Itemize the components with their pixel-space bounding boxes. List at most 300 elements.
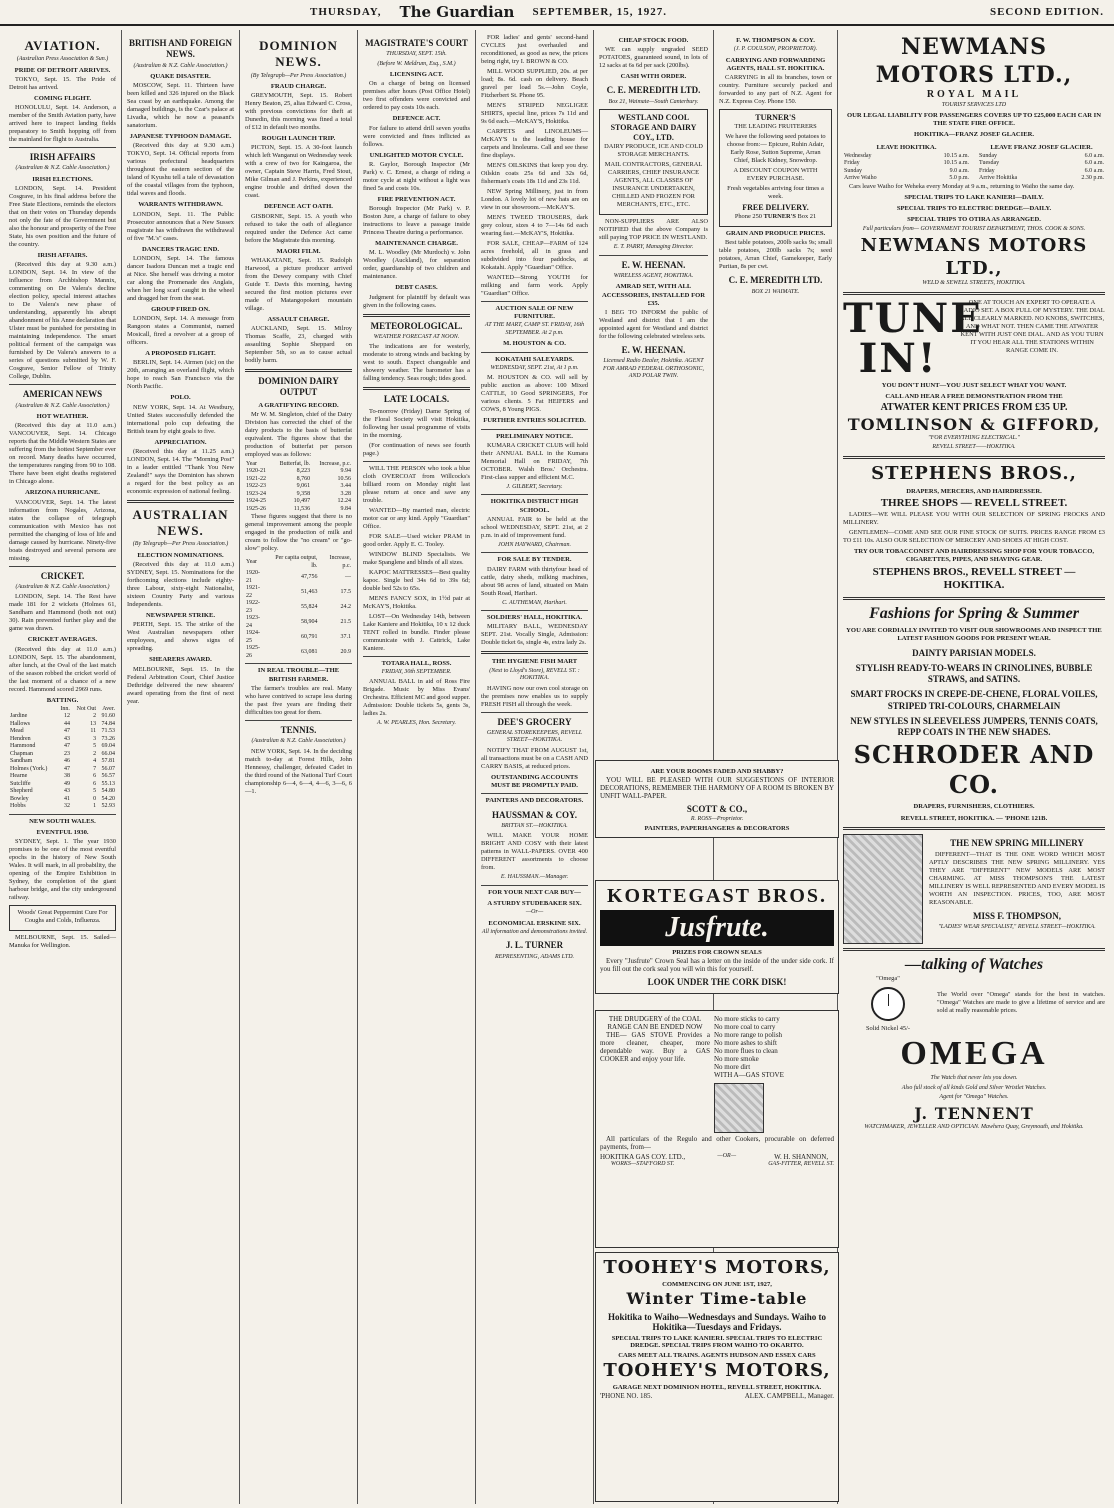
table-cell: 74.84 bbox=[101, 720, 115, 727]
times-right-table bbox=[978, 153, 1105, 183]
mag-p3: R. Gaylor, Borough Inspector (Mr Park) v. C. Ernest, a charge of riding a motor cycle at night without a light was fined 5s and costs 10s. bbox=[363, 160, 470, 192]
haussman-h: HAUSSMAN & COY. bbox=[492, 809, 577, 820]
bf-p8: (Received this day at 11.25 a.m.) LONDON, Sept. 14. The "Morning Post" in a leader entitled "Thank You New Zealand!" says the Dominion has shown a regard for the best policy as an economic expression of national feeling. bbox=[127, 447, 234, 495]
dairy-t2-body bbox=[245, 570, 352, 660]
ladies: LADIES—WE WILL PLEASE YOU WITH OUR SELECTION OF SPRING FROCKS AND MILLINERY. bbox=[843, 511, 1105, 527]
toohey-ad bbox=[595, 1252, 839, 1502]
wanted-p: WANTED—By married man, electric motor car or any kind. Apply "Guardian" Office. bbox=[363, 506, 470, 530]
dairy-p2: These figures suggest that there is no general improvement among the people engaged in the production of milk and cream to follow the "no cream" or "go-slow" policy. bbox=[245, 513, 352, 553]
thompson-p2: CARRYING in all its branches, town or country. Furniture securely packed and forwarded to any part of N.Z. Agent for N.Z. Express Coy. Phone 150. bbox=[719, 74, 832, 106]
stock-h: CHEAP STOCK FOOD. bbox=[618, 37, 689, 44]
stephens2: STEPHENS BROS., REVELL STREET — HOKITIKA. bbox=[872, 565, 1076, 592]
stock-p2: CASH WITH ORDER. bbox=[620, 73, 687, 81]
bf-p6: BERLIN, Sept. 14. Airmen (sic) on the 20th, arranging an overland flight, which hope to reach San Francisco via the North Pacific. bbox=[127, 359, 234, 391]
batting-label: BATTING. bbox=[46, 696, 79, 704]
table-cell: Sunday bbox=[844, 167, 862, 174]
table-cell: 41 bbox=[63, 795, 70, 802]
dairy-t1-head-cell: Butterfat, lb. bbox=[279, 460, 311, 467]
table-cell: 17.5 bbox=[340, 589, 351, 596]
bf-h6: A PROPOSED FLIGHT. bbox=[145, 350, 216, 358]
batting-header-cell: Inn. bbox=[60, 705, 70, 712]
table-cell: 55.13 bbox=[101, 780, 115, 787]
divider bbox=[481, 301, 588, 302]
ad-shirts: MEN'S STRIPED NEGLIGEE SHIRTS, special line, prices 7s 11d and 9s 6d each.—McKAY'S, Hokitika. bbox=[481, 102, 588, 125]
table-cell: 73.26 bbox=[101, 735, 115, 742]
timetable-right bbox=[978, 141, 1105, 183]
aviation-p1: TOKYO, Sept. 15. The Pride of Detroit has arrived. bbox=[9, 75, 116, 91]
table-cell: Holmes (York.) bbox=[10, 765, 48, 772]
table-cell: Friday bbox=[844, 160, 860, 167]
dairy-t1-head-cell: Increase, p.c. bbox=[319, 460, 351, 467]
table-cell: 21.5 bbox=[340, 619, 351, 626]
westland-ad bbox=[599, 109, 708, 215]
table-cell: 9,061 bbox=[296, 483, 311, 490]
tourist-services: TOURIST SERVICES LTD bbox=[941, 101, 1007, 108]
cork-h: LOOK UNDER THE CORK DISK! bbox=[647, 977, 787, 987]
totara-h: TOTARA HALL, ROSS. bbox=[381, 659, 452, 667]
mag-p6: Judgment for plaintiff by default was given in the following cases. bbox=[363, 293, 470, 309]
dees-sub: GENERAL STOREKEEPERS, REVELL STREET—HOKITIKA. bbox=[486, 729, 583, 744]
column-2 bbox=[122, 30, 240, 1504]
table-cell: Arrive Waiho bbox=[844, 175, 877, 182]
mag-h4: FIRE PREVENTION ACT. bbox=[377, 195, 456, 203]
turners-sub: THE LEADING FRUITERERS bbox=[734, 123, 817, 131]
table-row bbox=[843, 160, 970, 168]
table-row bbox=[843, 153, 970, 161]
table-cell: 1924-25 bbox=[246, 498, 266, 505]
divider bbox=[245, 369, 352, 372]
dom-h2: ROUGH LAUNCH TRIP. bbox=[261, 135, 336, 143]
tobacco: TRY OUR TOBACCONIST AND HAIRDRESSING SHOP FOR YOUR TOBACCO, CIGARETTES, PIPES, AND SHAVING GEAR. bbox=[854, 548, 1094, 564]
table-cell: 5.0 p.m. bbox=[949, 175, 969, 182]
aviation-h1: PRIDE OF DETROIT ARRIVES. bbox=[14, 66, 111, 74]
batting-table bbox=[9, 706, 116, 811]
mens-sox-p: MEN'S FANCY SOX, in 1½d pair at McKAY'S, Hokitika. bbox=[363, 594, 470, 610]
toohey-specials: SPECIAL TRIPS TO LAKE KANIERI. SPECIAL TRIPS TO ELECTRIC DREDGE. SPECIAL TRIPS FROM WAIHO TO OKARITO. bbox=[611, 1335, 823, 1349]
masthead-date: SEPTEMBER, 15, 1927. bbox=[532, 6, 668, 18]
dom-p1: GREYMOUTH, Sept. 15. Robert Henry Beaton, 25, alias Edward C. Cross, with previous convictions for theft at Dunedin, this morning was fined a total of £12 in default two months. bbox=[245, 92, 352, 132]
batting-body bbox=[9, 713, 116, 811]
cars-meet: CARS MEET ALL TRAINS. AGENTS HUDSON AND ESSEX CARS bbox=[618, 1352, 816, 1359]
turners-p: We have the following seed potatoes to choose from:— Epicure, Ruhin Adair, Early Rose, Sutton Supreme, Arran Chief, Black Kidney, Snowdrop. bbox=[725, 133, 826, 165]
dairy-t1-header bbox=[245, 461, 352, 469]
sale-p: FOR SALE—Used wicker PRAM in good order. Apply E. C. Tooley. bbox=[363, 532, 470, 548]
turners-free: FREE DELIVERY. bbox=[742, 203, 809, 213]
bf-h5: GROUP FIRED ON. bbox=[151, 305, 210, 313]
table-cell: 56.57 bbox=[101, 773, 115, 780]
table-row bbox=[245, 570, 352, 585]
dairy-t2-head-cell: Per capita output, lb. bbox=[275, 555, 318, 569]
toohey-mgr: ALEX. CAMPBELL, Manager. bbox=[744, 1392, 834, 1400]
haussman-sub: BRITTAN ST.—HOKITIKA. bbox=[501, 822, 568, 829]
tomlinson: TOMLINSON & GIFFORD, bbox=[847, 414, 1101, 434]
table-cell: 71.53 bbox=[101, 728, 115, 735]
dees-p2: OUTSTANDING ACCOUNTS MUST BE PROMPTLY PAID. bbox=[491, 773, 578, 790]
newstyles: NEW STYLES IN SLEEVELESS JUMPERS, TENNIS COATS, REPP COATS IN THE NEW SHADES. bbox=[850, 715, 1098, 738]
gas-with: WITH A—GAS STOVE bbox=[714, 1071, 784, 1079]
heenan2-sub: Licensed Radio Dealer, Hokitika. AGENT FOR AMRAD FEDERAL ORTHOSONIC, AND POLAR TWIN. bbox=[602, 358, 705, 380]
met-p: The indications are for westerly, moderate to strong winds and backing by west to south. Expect changeable and showery weather. The barometer has a falling tendency. Seas rough; tides good. bbox=[363, 343, 470, 383]
jusfrute-logo: Jusfrute. bbox=[600, 910, 834, 946]
table-cell: 1920-21 bbox=[246, 468, 266, 475]
table-cell: 2.30 p.m. bbox=[1081, 175, 1104, 182]
mag-p4: Borough Inspector (Mr Park) v. P. Boston Jure, a charge of failure to obey instructions to leave a passage inside Princess Theatre during a performance. bbox=[363, 205, 470, 237]
dom-p2: PICTON, Sept. 15. A 30-foot launch which left Wanganui on Wednesday week with a crew of two for Kaingaroa, the owner, Captain Steve Harris, Fred Stout, Mike Gilman and J. Perkins, experienced engine trouble and drifted down the coast. bbox=[245, 144, 352, 200]
met-sub: WEATHER FORECAST AT NOON. bbox=[373, 333, 460, 340]
bf-h3: WARRANTS WITHDRAWN. bbox=[138, 201, 223, 209]
dairy-h1: A GRATIFYING RECORD. bbox=[258, 401, 339, 409]
miss-thompson-h: MISS F. THOMPSON, bbox=[972, 911, 1062, 921]
table-cell: 12.24 bbox=[337, 498, 351, 505]
table-row bbox=[245, 498, 352, 506]
heenan2-h: E. W. HEENAN. bbox=[621, 345, 686, 356]
table-cell: 1922-23 bbox=[246, 483, 266, 490]
irish-h2: IRISH AFFAIRS. bbox=[37, 252, 88, 260]
table-cell: 9.84 bbox=[340, 505, 351, 512]
aus-title: AUSTRALIAN NEWS. bbox=[132, 506, 229, 539]
school-p: ANNUAL FAIR to be held at the school WEDNESDAY, SEPT. 21st, at 2 p.m. in aid of improvement fund. bbox=[481, 515, 588, 539]
melbourne-p: MELBOURNE, Sept. 15. Sailed—Manuka for Wellington. bbox=[9, 934, 116, 950]
thompson-p: CARRYING AND FORWARDING AGENTS, HALL ST. HOKITIKA. bbox=[725, 56, 826, 72]
divider bbox=[843, 597, 1105, 600]
column-1 bbox=[4, 30, 122, 1504]
irish-p1: LONDON, Sept. 14. President Cosgrave, in his final address before the Free State Elections, reminds the electors that on their votes on Thursday depends not only the fate of the Government but also the honour and prosperity of the Free State, his own position and the future of the country. bbox=[9, 185, 117, 249]
timetable bbox=[843, 141, 1105, 183]
westland-list: MAIL CONTRACTORS, GENERAL CARRIERS, CHIEF INSURANCE AGENTS, ALL CLASSES OF INSURANCE UNDERTAKEN, CHILLED AND FROZEN FOR MERCHANTS, ETC., ETC. bbox=[604, 161, 703, 209]
shannon-p: All particulars of the Regulo and other Cookers, procurable on deferred payments, from— bbox=[600, 1135, 834, 1151]
mag-p5: M. L. Woodley (Mr Murdoch) v. John Woodley (Auckland), for separation order, guardianship of two children and maintenance. bbox=[363, 249, 470, 281]
table-cell: 12 bbox=[63, 713, 70, 720]
dairy-title: DOMINION DAIRY OUTPUT bbox=[258, 376, 339, 398]
or-label: —Or— bbox=[525, 909, 544, 916]
american-p1: (Received this day at 11.0 a.m.) VANCOUVER, Sept. 14. Chicago reports that the Middle Western States are suffering from the hottest September ever on record. Many deaths have occurred, the temperatures ranging from 90 to 108. There have been eight deaths registered in Chicago alone. bbox=[9, 422, 116, 486]
batting-header-cell: Aver. bbox=[102, 705, 115, 712]
divider bbox=[843, 456, 1105, 459]
table-row bbox=[843, 175, 970, 183]
dees-h: DEE'S GROCERY bbox=[497, 716, 572, 727]
table-cell: Bowley bbox=[10, 795, 29, 802]
school-h: HOKITIKA DISTRICT HIGH SCHOOL. bbox=[490, 498, 579, 514]
gas-left-text: THE— GAS STOVE Provides a more cleaner, cheaper, more dependable way. Buy a GAS COOKER and enjoy your life. bbox=[600, 1031, 710, 1063]
bf-h1: QUAKE DISASTER. bbox=[150, 73, 211, 80]
table-cell: 63,081 bbox=[300, 649, 318, 656]
gas-bottom bbox=[600, 1153, 834, 1169]
table-row bbox=[245, 476, 352, 484]
table-cell: Hearne bbox=[10, 773, 28, 780]
table-cell: 2 bbox=[93, 713, 97, 720]
cricket-h2: CRICKET AVERAGES. bbox=[27, 636, 98, 644]
times-left-body bbox=[843, 153, 970, 183]
table-cell: 1925-26 bbox=[246, 645, 260, 659]
also-full: Also full stock of all kinds Gold and Silver Wristlet Watches. bbox=[901, 1084, 1047, 1091]
table-row bbox=[978, 168, 1105, 176]
table-row bbox=[9, 751, 116, 759]
fish-h: THE HYGIENE FISH MART bbox=[491, 658, 578, 666]
table-cell: 1925-26 bbox=[246, 505, 266, 512]
turners-name: TURNER'S bbox=[763, 213, 796, 221]
studebaker: A STURDY STUDEBAKER SIX. bbox=[487, 900, 582, 908]
table-cell: 6.0 a.m. bbox=[1084, 167, 1104, 174]
table-cell: 47 bbox=[63, 765, 70, 772]
table-row bbox=[9, 766, 116, 774]
gas-stove-ad bbox=[595, 1010, 839, 1248]
drudgery-item: No more range to polish bbox=[714, 1031, 783, 1039]
table-cell: 43 bbox=[63, 788, 70, 795]
table-cell: 43 bbox=[63, 735, 70, 742]
grain-h: GRAIN AND PRODUCE PRICES. bbox=[725, 230, 826, 238]
aus-h2: NEWSPAPER STRIKE. bbox=[145, 612, 216, 620]
late-p2: (For continuation of news see fourth page.) bbox=[363, 441, 470, 457]
table-cell: 23 bbox=[63, 750, 70, 757]
dainty: DAINTY PARISIAN MODELS. bbox=[912, 647, 1036, 658]
millinery-text bbox=[929, 834, 1105, 944]
divider bbox=[481, 552, 588, 553]
liability: OUR LEGAL LIABILITY FOR PASSENGERS COVERS UP TO £25,000 EACH CAR IN THE STATE FIRE OFFICE. bbox=[846, 112, 1102, 128]
table-cell: 91.60 bbox=[101, 713, 115, 720]
auction-p: AT THE MART, CAMP ST. FRIDAY, 16th SEPTEMBER. At 2 p.m. bbox=[484, 322, 585, 336]
special-trip: SPECIAL TRIPS TO OTIRA AS ARRANGED. bbox=[907, 216, 1041, 224]
gas-stove-icon bbox=[714, 1083, 764, 1133]
divider bbox=[843, 827, 1105, 830]
table-cell: 69.04 bbox=[101, 743, 115, 750]
aviation-p2: HONOLULU, Sept. 14. Anderson, a member of the Smith Aviation party, have arrived here to inspect landing fields preparatory to Smith hopping off from the mainland for flight to Australia. bbox=[9, 104, 116, 144]
aus-p1: (Received this day at 11.0 a.m.) SYDNEY, Sept. 15. Nominations for the forthcoming elections include eighty-three Labour, sixty-eight Nationalist, sixteen Country Party and various Independents. bbox=[127, 561, 234, 609]
table-cell: Wednesday bbox=[844, 152, 872, 159]
table-cell: 6 bbox=[93, 780, 97, 787]
mag-h3: UNLIGHTED MOTOR CYCLE. bbox=[369, 151, 464, 159]
shannon-block bbox=[768, 1153, 834, 1169]
meredith-name: C. E. MEREDITH LTD. bbox=[606, 85, 701, 96]
thompson-sub: (J. P. COULSON, PROPRIETOR). bbox=[733, 46, 818, 53]
omega-ad bbox=[843, 975, 1105, 1033]
tune-in-ad bbox=[843, 294, 1105, 382]
dairy-t1-head-cell: Year bbox=[246, 460, 258, 467]
schroder-sub: DRAPERS, FURNISHERS, CLOTHIERS. bbox=[913, 803, 1035, 811]
kumara-p: KUMARA CRICKET CLUB will hold their ANNUAL BALL in the Kumara Memorial Hall on FRIDAY, 7th OCTOBER. Walsh Bros.' Orchestra. First-class supper and efficient M.C. bbox=[481, 441, 588, 481]
drudgery-item: No more dirt bbox=[714, 1063, 751, 1071]
bf-p4: LONDON, Sept. 14. The famous dancer Isadora Duncan met a tragic end at Nice. She herself was driving a motor car along the Promenade des Anglais, when her long scarf caught in the wheel and dragged her from the seat. bbox=[127, 254, 234, 302]
american-title: AMERICAN NEWS bbox=[22, 389, 103, 400]
omega-logo: OMEGA bbox=[900, 1034, 1048, 1072]
table-cell: 10.15 a.m. bbox=[943, 160, 969, 167]
table-cell: 9.94 bbox=[340, 468, 351, 475]
drudgery-item: No more flues to clean bbox=[714, 1047, 778, 1055]
table-cell: Chapman bbox=[10, 750, 33, 757]
table-cell: 1921-22 bbox=[246, 585, 260, 599]
miss-thompson-sub: "LADIES' WEAR SPECIALIST," REVELL STREET—HOKITIKA. bbox=[938, 924, 1096, 931]
scott-trades: PAINTERS, PAPERHANGERS & DECORATORS bbox=[644, 825, 790, 832]
turners-p3: Fresh vegetables arriving four times a week. bbox=[727, 185, 824, 201]
ad-millwood: MILL WOOD SUPPLIED, 20s. at per load; 8s. 6d. cash on delivery. Beach gravel per load 5s.—John Coyle, Fitzherbert St. Phone 95. bbox=[481, 68, 588, 99]
table-cell: 47,756 bbox=[300, 574, 318, 581]
table-cell: 56.07 bbox=[101, 765, 115, 772]
dairy-t2-head-cell: Increase, p.c. bbox=[329, 555, 351, 569]
dairy-p1: Mr W. M. Singleton, chief of the Dairy Division has corrected the chief of the dairy products to the basis of butterfat equivalent. The figures show that the production of butterfat per person employed was as follows: bbox=[245, 410, 352, 458]
divider bbox=[9, 814, 116, 815]
table-cell: Hendren bbox=[10, 735, 31, 742]
westland-sub: DAIRY PRODUCE, ICE AND COLD STORAGE MERCHANTS. bbox=[604, 143, 703, 159]
divider bbox=[481, 494, 588, 495]
table-cell: 66.04 bbox=[101, 750, 115, 757]
tennent: J. TENNENT bbox=[914, 1103, 1034, 1123]
times-left-table bbox=[843, 153, 970, 183]
table-cell: 55,824 bbox=[300, 604, 318, 611]
westland-h: WESTLAND COOL STORAGE AND DAIRY COY., LTD. bbox=[610, 113, 697, 143]
table-cell: 57.81 bbox=[101, 758, 115, 765]
schroder-h: SCHRODER AND CO. bbox=[853, 740, 1095, 800]
divider bbox=[599, 255, 708, 256]
tender-h: FOR SALE BY TENDER. bbox=[497, 556, 572, 564]
table-row bbox=[245, 491, 352, 499]
haussman-p: WILL MAKE YOUR HOME BRIGHT AND COSY with their latest patterns in WALL-PAPERS. OVER 400 DIFFERENT assortments to choose from. bbox=[481, 832, 588, 872]
three-shops: THREE SHOPS — REVELL STREET. bbox=[880, 497, 1068, 510]
thompson-h: F. W. THOMPSON & COY. bbox=[736, 37, 815, 44]
lost-p: WILL THE PERSON who took a blue cloth OVERCOAT from Willcocks's billiard room on Monday night last please return at once and save any trouble. bbox=[363, 464, 470, 504]
farmer-p: The farmer's troubles are real. Many who have contrived to scrape less during the past five years are finding their difficulties too great for them. bbox=[245, 684, 352, 716]
info: All information and demonstrations invited. bbox=[481, 928, 588, 935]
leave-franz: LEAVE FRANZ JOSEF GLACIER. bbox=[990, 143, 1093, 151]
divider bbox=[481, 885, 588, 886]
table-cell: 3.28 bbox=[340, 490, 351, 497]
stylish: STYLISH READY-TO-WEARS IN CRINOLINES, BUBBLE STRAWS, and SATINS. bbox=[855, 662, 1093, 685]
stephens-h: STEPHENS BROS., bbox=[871, 462, 1077, 484]
tune-call: CALL AND HEAR A FREE DEMONSTRATION FROM THE bbox=[885, 392, 1063, 400]
column-4 bbox=[358, 30, 476, 1504]
kok-p: M. HOUSTON & CO. will sell by public auction as above: 100 Mixed CATTLE, 10 Good SPRINGERS, For various clients. 5 Fat HEIFERS and COWS, 8 Young PIGS. bbox=[481, 374, 588, 414]
divider bbox=[245, 663, 352, 664]
table-row bbox=[9, 721, 116, 729]
window-p: WINDOW BLIND Specialists. We make Spanglene and blinds of all sizes. bbox=[363, 550, 470, 566]
timetable-left bbox=[843, 141, 970, 183]
table-cell: 52.93 bbox=[101, 803, 115, 810]
heenan-h: E. W. HEENAN. bbox=[621, 259, 686, 270]
table-row bbox=[9, 736, 116, 744]
special-trip: SPECIAL TRIPS TO LAKE KANIERI—DAILY. bbox=[904, 193, 1044, 201]
particulars: Full particulars from— GOVERNMENT TOURIST DEPARTMENT, THOS. COOK & SONS. bbox=[862, 225, 1086, 232]
masthead bbox=[0, 0, 1114, 26]
shannon-sub: GAS-FITTER, REVELL ST. bbox=[768, 1161, 834, 1167]
turners-phone: Phone 250 bbox=[734, 213, 762, 221]
divider bbox=[9, 384, 116, 385]
drudgery-item: No more smoke bbox=[714, 1055, 759, 1063]
leave-hok: LEAVE HOKITIKA. bbox=[876, 143, 937, 151]
aus-p3: MELBOURNE, Sept. 15. In the Federal Arbitration Court, Chief Justice Dethridge delivered the new shearers' award operating from the first of next year. bbox=[127, 665, 234, 705]
bf-h2: JAPANESE TYPHOON DAMAGE. bbox=[129, 133, 232, 141]
masthead-edition: SECOND EDITION. bbox=[989, 6, 1104, 18]
stephens-sub: DRAPERS, MERCERS, AND HAIRDRESSER. bbox=[906, 488, 1042, 496]
cricket-sub: (Australian & N.Z. Cable Association.) bbox=[15, 583, 110, 590]
turner-sub: REPRESENTING, ADAMS LTD. bbox=[494, 953, 575, 960]
waiho-schedule: Hokitika to Waiho—Wednesdays and Sundays. Waiho to Hokitika—Tuesdays and Fridays. bbox=[608, 1312, 826, 1332]
table-cell: 1923-24 bbox=[246, 490, 266, 497]
batting-header-cell: Not Out bbox=[76, 705, 97, 712]
table-cell: 8,223 bbox=[296, 468, 311, 475]
auction-sign: M. HOUSTON & CO. bbox=[503, 340, 566, 348]
table-row bbox=[9, 713, 116, 721]
table-cell: 7 bbox=[93, 765, 97, 772]
late-p1: To-morrow (Friday) Dame Spring of the Floral Society will visit Hokitika, following her usual programme of visits in the morning. bbox=[363, 407, 470, 439]
table-cell: 6.0 a.m. bbox=[1084, 160, 1104, 167]
further-entries: FURTHER ENTRIES SOLICITED. bbox=[483, 417, 586, 425]
woods-ad-text: Woods' Great Peppermint Cure For Coughs and Colds, Influenza. bbox=[17, 909, 108, 925]
table-cell: Sutcliffe bbox=[10, 780, 31, 787]
divider bbox=[481, 651, 588, 654]
bf-h4: DANCERS TRAGIC END. bbox=[142, 245, 219, 253]
dom-h1: FRAUD CHARGE. bbox=[270, 83, 327, 90]
turner-name: J. L. TURNER bbox=[505, 940, 564, 951]
dom-h5: ASSAULT CHARGE. bbox=[267, 315, 330, 323]
dom-h4: MAORI FILM. bbox=[276, 247, 321, 255]
gas-top bbox=[600, 1015, 834, 1135]
table-cell: — bbox=[345, 574, 351, 581]
fish-sub: (Next to Lloyd's Store), REVELL ST. : HOKITIKA. bbox=[489, 667, 580, 682]
table-cell: 1922-23 bbox=[246, 600, 260, 614]
table-cell: 24.2 bbox=[340, 604, 351, 611]
american-h1: HOT WEATHER. bbox=[36, 413, 89, 421]
stock-p: WE can supply ungraded SEED POTATOES, guaranteed sound, in lots of 12 sacks at 6s 6d per sack (200lbs). bbox=[599, 46, 708, 70]
table-row bbox=[978, 175, 1105, 183]
schroder-addr: REVELL STREET, HOKITIKA. — 'PHONE 121B. bbox=[900, 814, 1048, 822]
ad-carpets: CARPETS and LINOLEUMS—McKAY'S is the leading house for carpets and linoleums. Call and see these fine displays. bbox=[481, 128, 588, 159]
school-sign: JOHN HAYWARD, Chairman. bbox=[498, 541, 571, 548]
irish-title: IRISH AFFAIRS bbox=[29, 152, 96, 163]
drudgery-item: No more ashes to shift bbox=[714, 1039, 777, 1047]
mag-bench: (Before W. Meldrum, Esq., S.M.) bbox=[377, 60, 456, 67]
dairy-t1-body bbox=[245, 468, 352, 513]
column-5 bbox=[476, 30, 594, 1504]
dairy-table-1 bbox=[245, 461, 352, 514]
world-over: The World over "Omega" stands for the best in watches. "Omega" Watches are made to give a lifetime of service and are sold at really reasonable prices. bbox=[937, 990, 1105, 1014]
turners-h: TURNER'S bbox=[755, 113, 796, 123]
table-cell: 37.1 bbox=[340, 634, 351, 641]
table-row bbox=[978, 153, 1105, 161]
table-cell: 2 bbox=[93, 750, 97, 757]
millinery-p: DIFFERENT—THAT IS THE ONE WORD WHICH MOST APTLY DESCRIBES THE NEW SPRING MILLINERY. YES THEY ARE "DIFFERENT" NEW MODELS ARE MOST CHARMING. AT MISS THOMPSON'S THE LATEST MILLINERY IS WELL REPRESENTED AND EVERY MODEL IS WORTH AN INSPECTION. PRICES, TOO, ARE MOST REASONABLE. bbox=[929, 851, 1105, 906]
table-cell: 3.44 bbox=[340, 483, 351, 490]
auction-h: AUCTION SALE OF NEW FURNITURE. bbox=[495, 305, 574, 321]
bf-p3: LONDON, Sept. 11. The Public Prosecutor announces that a New Sussex magistrate has withdrawn the withdrawal of five "M.'s" cases. bbox=[127, 210, 234, 242]
tennis-p: NEW YORK, Sept. 14. In the deciding match to-day at Forest Hills, John Hennessy, challenger, defeated Cadet in the third round of the National Turf Court championship 6—4, 6—4, 4—6, 3—6, 6—1. bbox=[245, 747, 352, 795]
late-title: LATE LOCALS. bbox=[383, 394, 450, 405]
table-cell: Mead bbox=[10, 728, 24, 735]
soldiers-h: SOLDIERS' HALL, HOKITIKA. bbox=[486, 614, 583, 622]
toohey-phone: 'PHONE NO. 185. bbox=[600, 1392, 653, 1400]
route: HOKITIKA—FRANZ JOSEF GLACIER. bbox=[913, 131, 1035, 139]
ad-oilskins: MEN'S OILSKINS that keep you dry. Oilskin coats 25s 6d and 32s 6d, fisherman's coats 18s 11d and 23s 11d. bbox=[481, 162, 588, 185]
soldiers-p: MILITARY BALL, WEDNESDAY SEPT. 21st. Vocally Single, Admission: Double ticket 6s, single 4s, extra lady 2s. bbox=[481, 623, 588, 647]
table-cell: 51,463 bbox=[300, 589, 318, 596]
kok-h: KOKATAHI SALEYARDS. bbox=[495, 355, 574, 363]
aviation-h2: COMING FLIGHT. bbox=[33, 94, 92, 102]
table-cell: 49 bbox=[63, 780, 70, 787]
table-row bbox=[245, 506, 352, 514]
aus-p2: PERTH, Sept. 15. The strike of the West Australian newspapers other employees, and shows signs of spreading. bbox=[127, 621, 234, 653]
solid-nickel: Solid Nickel 45/- bbox=[865, 1024, 911, 1032]
shannon-or: —OR— bbox=[717, 1153, 737, 1159]
bf-p5: LONDON, Sept. 14. A message from Rangoon states a Communist, named Mosicall, fired a revolver at a group of officers. bbox=[127, 315, 234, 347]
dom-p3: GISBORNE, Sept. 15. A youth who refused to take the oath of allegiance required under the Defence Act came before the Magistrate this morning. bbox=[245, 212, 352, 244]
lost-tent-p: LOST—On Wednesday 14th, between Lake Kaniere and Hokitika, 10 x 12 duck TENT rolled in bundle. Finder please communicate with J. Cattrick, Lake Kaniere. bbox=[363, 612, 470, 652]
agent: Agent for "Omega" Watches. bbox=[939, 1094, 1009, 1101]
column-8 bbox=[838, 30, 1110, 1504]
tune-in-word: TUNE IN! bbox=[843, 294, 983, 382]
shannon-h: W. H. SHANNON, bbox=[774, 1153, 829, 1161]
dairy-t2-header bbox=[245, 555, 352, 570]
toohey-garage: GARAGE NEXT DOMINION HOTEL, REVELL STREET, HOKITIKA. bbox=[612, 1384, 822, 1391]
ad-millinery: NEW Spring Millinery, just in from London. A lovely lot of new hats are on view in our showroom.—McKAY'S. bbox=[481, 188, 588, 211]
aus-h3: SHEARERS AWARD. bbox=[149, 656, 212, 664]
smart: SMART FROCKS IN CREPE-DE-CHENE, FLORAL VOILES, STRIPED TRI-COLOURS, CHARMELAIN bbox=[850, 689, 1098, 711]
